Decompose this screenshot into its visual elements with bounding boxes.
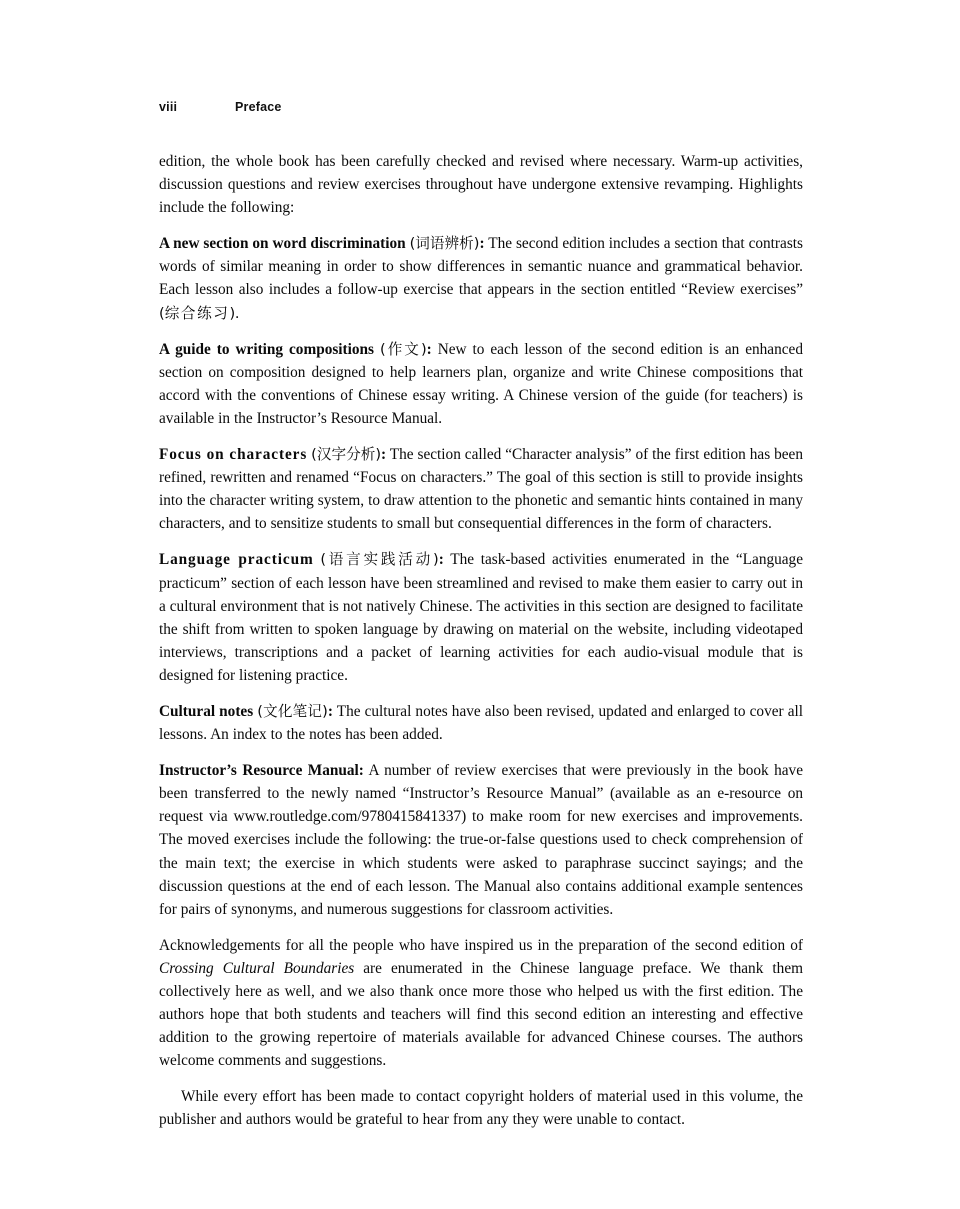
section-lead-open-paren: ( bbox=[379, 340, 386, 358]
section-lead-colon: : bbox=[426, 340, 432, 358]
inline-cjk-review-exercises: 综合练习 bbox=[164, 304, 230, 322]
section-lead-close-paren: ) bbox=[375, 446, 382, 464]
section-lead-close-paren: ) bbox=[420, 340, 427, 358]
section-lead-label: Instructor’s Resource Manual: bbox=[159, 762, 364, 780]
section-body-text-part2: . bbox=[235, 304, 240, 322]
paragraph-closing: While every effort has been made to contact copyright holders of material used in this volume, the publisher and authors would be grateful to hear from any they were unable to contact. bbox=[159, 1088, 803, 1129]
section-body-text-part1: The second edition includes a section that contrasts words of similar meaning in order to show differences in semantic nuance and grammatical behavior. Each lesson also includes a follow-up exercise that appears in the section entitled “Review exercises” bbox=[159, 235, 803, 299]
section-lead-cjk: 语言实践活动 bbox=[326, 551, 433, 569]
section-instructors-resource-manual bbox=[159, 759, 803, 921]
section-cultural-notes bbox=[159, 700, 803, 746]
section-lead-colon: : bbox=[327, 702, 333, 720]
page-number: viii bbox=[159, 100, 178, 114]
section-lead-label: A guide to writing compositions bbox=[159, 340, 375, 358]
page-content bbox=[159, 0, 803, 1132]
section-lead-close-paren: ) bbox=[322, 702, 328, 720]
inline-cjk-close-paren: ) bbox=[229, 304, 236, 322]
section-word-discrimination bbox=[159, 232, 803, 324]
section-writing-compositions bbox=[159, 338, 803, 430]
section-lead-close-paren: ) bbox=[473, 235, 480, 253]
section-lead-colon: : bbox=[381, 446, 387, 464]
section-lead-cjk: 词语辨析 bbox=[415, 235, 474, 253]
routledge-url: www.routledge.com/9780415841337 bbox=[233, 808, 462, 826]
book-title: Crossing Cultural Boundaries bbox=[159, 959, 355, 977]
section-lead-label: A new section on word discrimination bbox=[159, 235, 406, 253]
inline-cjk-open-paren: ( bbox=[159, 304, 165, 322]
section-focus-on-characters bbox=[159, 443, 803, 535]
section-language-practicum bbox=[159, 548, 803, 687]
section-lead-cjk: 作文 bbox=[385, 340, 421, 358]
section-lead-label: Focus on characters bbox=[159, 446, 308, 464]
manual-text-after-url: ) to make room for new exercises and improvements. The moved exercises include the following: the true-or-false questions used to check comprehension of the main text; the exercise in which students were asked to paraphrase succinct sayings; and the discussion questions at the end of each lesson. The Manual also contains additional example sentences for pairs of synonyms, and numerous suggestions for classroom activities. bbox=[159, 808, 803, 918]
running-head-title: Preface bbox=[235, 100, 282, 114]
section-lead-cjk: 汉字分析 bbox=[316, 446, 376, 464]
acknowledgements-text-after-title: are enumerated in the Chinese language preface. We thank them collectively here as well, and we also thank once more those who helped us with the first edition. The authors hope that both students and teachers will find this second edition an interesting and effective addition to the growing repertoire of materials available for advanced Chinese courses. The authors welcome comments and suggestions. bbox=[159, 959, 804, 1070]
section-lead-open-paren: ( bbox=[409, 235, 416, 253]
paragraph-intro: edition, the whole book has been carefully checked and revised where necessary. Warm-up activities, discussion questions and review exercises throughout have undergone extensive revamping. Highlights include the following: bbox=[159, 153, 803, 217]
section-body-text: New to each lesson of the second edition is an enhanced section on composition designed to help learners plan, organize and write Chinese compositions that accord with the conventions of Chinese essay writing. A Chinese version of the guide (for teachers) is available in the Instructor’s Resource Manual. bbox=[159, 340, 803, 427]
section-body-text: The cultural notes have also been revised, updated and enlarged to cover all lessons. An index to the notes has been added. bbox=[159, 702, 803, 744]
section-lead-open-paren: ( bbox=[257, 702, 263, 720]
running-head bbox=[159, 100, 803, 118]
section-lead-cjk: 文化笔记 bbox=[262, 702, 323, 720]
section-lead-open-paren: ( bbox=[320, 551, 327, 569]
manual-text-before-url: A number of review exercises that were previously in the book have been transferred to the newly named “Instructor’s Resource Manual” (available as an e-resource on request via bbox=[159, 762, 803, 826]
body-text bbox=[159, 150, 803, 1132]
section-lead-colon: : bbox=[479, 235, 485, 253]
section-lead-open-paren: ( bbox=[311, 446, 317, 464]
paragraph-acknowledgements bbox=[159, 934, 803, 1073]
section-lead-colon: : bbox=[438, 551, 444, 569]
section-body-text: The task-based activities enumerated in the “Language practicum” section of each lesson have been streamlined and revised to make them easier to carry out in a cultural environment that is not natively Chinese. The activities in this section are designed to facilitate the shift from written to spoken language by drawing on material on the website, including videotaped interviews, transcriptions and a packet of learning activities for each audio-visual module that is designed for listening practice. bbox=[159, 551, 803, 684]
section-lead-close-paren: ) bbox=[433, 551, 439, 569]
acknowledgements-text-before-title: Acknowledgements for all the people who have inspired us in the preparation of the second edition of bbox=[159, 936, 803, 954]
section-lead-label: Cultural notes bbox=[159, 702, 254, 720]
section-lead-label: Language practicum bbox=[159, 551, 314, 569]
section-body-text: The section called “Character analysis” of the first edition has been refined, rewritten and renamed “Focus on characters.” The goal of this section is still to provide insights into the character writing system, to draw attention to the phonetic and semantic hints contained in many characters, and to sensitize students to small but consequential differences in the form of characters. bbox=[159, 446, 803, 533]
